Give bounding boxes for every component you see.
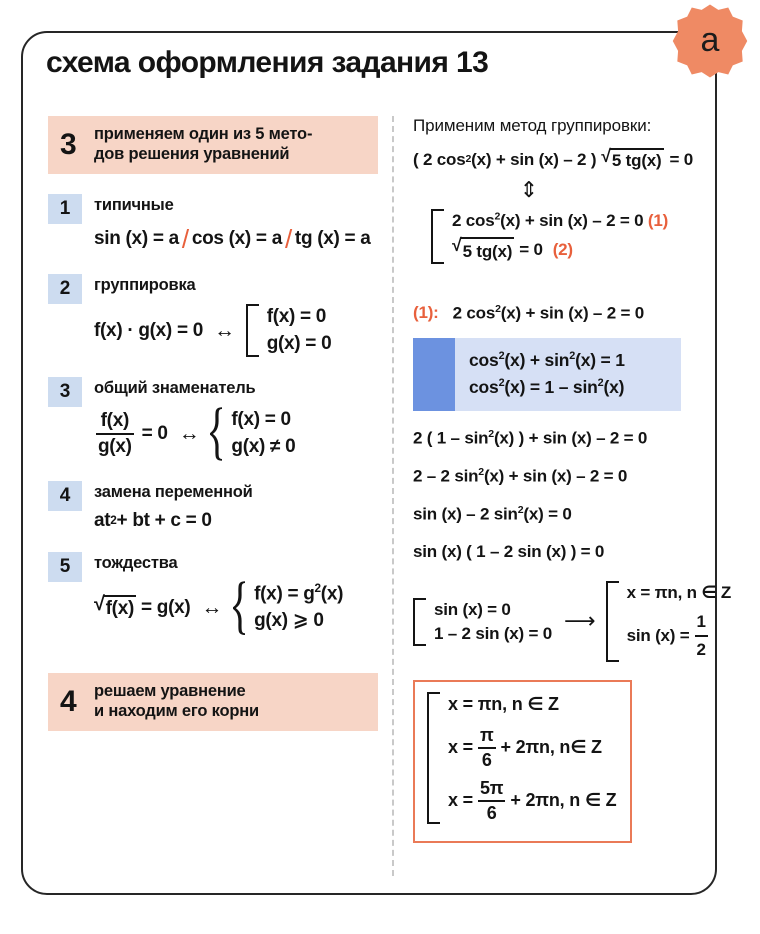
step-post: (x) = 0	[523, 504, 572, 524]
method-body	[94, 194, 378, 254]
square-bracket-icon	[413, 598, 426, 646]
square-bracket-icon	[427, 692, 440, 824]
identity-sup: 2	[498, 349, 505, 362]
system-bracket-square	[431, 209, 668, 263]
radical-body: 5 tg(x)	[610, 148, 664, 171]
derivation-step	[413, 504, 705, 525]
row-post: (x)	[320, 583, 344, 605]
answer-post: + 2πn, n ∈ Z	[510, 790, 617, 811]
answer-pre: x =	[448, 790, 473, 811]
fraction	[96, 410, 134, 458]
system-brace	[210, 407, 295, 461]
step-pre: sin (x) ( 1 – 2 sin (x) ) = 0	[413, 542, 605, 562]
system-row: g(x) ⩾ 0	[254, 610, 324, 632]
formula-exponent: 2	[110, 514, 117, 528]
system-rows	[452, 209, 668, 263]
identity-c: (x) = 1	[575, 349, 625, 370]
highlight-accent-bar	[413, 338, 455, 411]
method-body	[94, 552, 378, 635]
identity-row-1	[469, 347, 625, 374]
system-row: 1 – 2 sin (x) = 0	[434, 623, 553, 643]
system-bracket-square	[606, 581, 732, 661]
system-bracket-square	[413, 598, 552, 646]
identity-a: cos	[469, 376, 499, 397]
curly-brace-icon	[233, 581, 246, 635]
method-item-2	[48, 274, 378, 357]
iff-symbol-icon: ↔	[178, 421, 200, 445]
method-body	[94, 274, 378, 357]
iff-symbol-icon: ↔	[213, 318, 235, 342]
identity-sup: 2	[569, 349, 576, 362]
system-rows	[434, 598, 552, 646]
row-pre: f(x) = g	[254, 583, 315, 605]
method-item-3	[48, 377, 378, 460]
method-title: замена переменной	[94, 482, 253, 501]
system-rows	[254, 581, 343, 635]
method-title: общий знаменатель	[94, 379, 256, 398]
square-bracket-icon	[606, 581, 619, 661]
identity-c: (x)	[603, 376, 625, 397]
method-number-badge: 5	[48, 552, 82, 582]
corner-badge	[672, 3, 748, 79]
identity-rows	[455, 338, 625, 411]
formula-lhs: f(x) · g(x) = 0	[94, 319, 203, 341]
step-line-1: применяем один из 5 мето-	[94, 125, 313, 143]
column-divider	[392, 116, 394, 876]
method-number-badge: 2	[48, 274, 82, 304]
derivation-step	[413, 428, 705, 449]
method-body	[94, 481, 378, 532]
step-line-1: решаем уравнение	[94, 682, 246, 701]
answer-row-3	[448, 778, 616, 824]
equation-tag: (1)	[647, 211, 669, 231]
system-row	[452, 209, 668, 236]
branch-equation	[413, 303, 705, 324]
final-system	[413, 581, 732, 661]
branch-exponent: 2	[495, 302, 501, 315]
system-rows	[231, 407, 295, 461]
formula-rhs: = g(x)	[141, 596, 191, 618]
row-exponent: 2	[314, 581, 321, 595]
derivation-step	[413, 466, 705, 487]
method-number-badge: 4	[48, 481, 82, 511]
formula-post: + bt + c = 0	[116, 509, 212, 531]
method-body	[94, 377, 378, 460]
fraction-denominator: g(x)	[96, 433, 134, 458]
method-title: группировка	[94, 276, 196, 295]
fraction-denominator: 2	[695, 635, 708, 662]
curly-brace-icon	[210, 407, 223, 461]
system-row	[254, 581, 343, 608]
method-formula	[94, 407, 378, 461]
equation-mid: (x) + sin (x) – 2 )	[471, 149, 597, 169]
iff-symbol-icon: ↔	[201, 595, 223, 619]
main-equation	[413, 148, 705, 171]
equivalence-symbol-icon: ⇕	[519, 177, 539, 203]
answer-pre: x =	[448, 737, 473, 758]
branch-label: (1):	[413, 303, 439, 323]
equation-open: ( 2 cos	[413, 149, 466, 169]
radical-sign-icon: √	[601, 146, 611, 166]
row-pre: sin (x) =	[626, 625, 690, 645]
right-column	[413, 116, 732, 843]
identity-b: (x) = 1 – sin	[504, 376, 598, 397]
radical-sign-icon: √	[94, 593, 105, 616]
system-row	[452, 234, 668, 264]
method-number-badge: 3	[48, 377, 82, 407]
method-item-4	[48, 481, 378, 532]
system-row: f(x) = 0	[266, 305, 327, 327]
method-title: тождества	[94, 553, 178, 572]
row-post: (x) + sin (x) – 2 = 0	[500, 211, 644, 231]
step-banner-3	[48, 116, 378, 174]
radical-sign-icon: √	[452, 234, 462, 255]
solution-heading: Применим метод группировки:	[413, 116, 652, 135]
step-exponent: 2	[478, 465, 484, 478]
method-formula	[94, 581, 378, 635]
system-brace	[233, 581, 343, 635]
answer-row-2	[448, 725, 616, 771]
step-line-2: дов решения уравнений	[94, 144, 290, 163]
fraction-denominator: 6	[478, 800, 505, 824]
identity-a: cos	[469, 349, 499, 370]
system-rows	[627, 581, 732, 661]
system-row: f(x) = 0	[231, 408, 291, 430]
method-number-badge: 1	[48, 194, 82, 224]
row-pre: 2 cos	[452, 211, 495, 231]
badge-letter: a	[700, 20, 720, 59]
step-number: 3	[60, 127, 77, 161]
square-bracket-icon	[246, 304, 259, 358]
fraction	[478, 725, 496, 771]
formula-pre: at	[94, 509, 111, 531]
branch-post: (x) + sin (x) – 2 = 0	[500, 303, 644, 323]
method-formula	[94, 223, 378, 254]
method-title: типичные	[94, 196, 174, 215]
formula-cos: cos (x) = a	[191, 227, 282, 249]
identity-b: (x) + sin	[504, 349, 570, 370]
answer-post: + 2πn, n∈ Z	[500, 737, 602, 758]
formula-sin: sin (x) = a	[94, 227, 179, 249]
step-text	[94, 125, 312, 164]
equals-zero: = 0	[141, 422, 168, 444]
method-item-1	[48, 194, 378, 254]
fraction-numerator: 1	[696, 611, 706, 631]
identity-sup: 2	[597, 376, 604, 389]
system-row: sin (x) = 0	[434, 599, 511, 619]
answer-box	[413, 680, 632, 843]
step-banner-4	[48, 673, 378, 731]
step-post: (x) ) + sin (x) – 2 = 0	[493, 428, 648, 448]
slash-separator-icon: /	[284, 224, 292, 255]
fraction-denominator: 6	[478, 747, 496, 771]
row-post: = 0	[519, 240, 543, 260]
fraction	[695, 610, 708, 662]
system-rows	[267, 304, 332, 358]
page-title: схема оформления задания 13	[46, 46, 489, 79]
system-row	[627, 610, 732, 662]
radical	[94, 595, 136, 620]
radical-body: f(x)	[104, 595, 136, 620]
equation-tag: (2)	[552, 240, 573, 260]
radical	[452, 234, 514, 264]
left-column	[48, 116, 378, 731]
step-pre: sin (x) – 2 sin	[413, 504, 518, 524]
answer-row-1	[448, 692, 616, 718]
identity-highlight-box	[413, 338, 681, 411]
system-row: g(x) = 0	[266, 332, 332, 354]
step-text	[94, 682, 259, 721]
arrow-right-icon: ⟶	[564, 608, 594, 634]
answer-rows	[448, 692, 616, 824]
radical	[601, 148, 663, 171]
equation-tail: = 0	[669, 149, 694, 169]
step-post: (x) + sin (x) – 2 = 0	[483, 466, 628, 486]
answer-text: x = πn, n ∈ Z	[448, 694, 559, 715]
fraction-numerator: 5π	[479, 777, 504, 798]
grouped-system	[413, 209, 705, 268]
system-row: x = πn, n ∈ Z	[626, 583, 732, 603]
row-exponent: 2	[494, 210, 501, 223]
formula-tg: tg (x) = a	[294, 227, 371, 249]
answer-bracket	[427, 692, 616, 824]
system-row: g(x) ≠ 0	[231, 435, 296, 457]
branch-pre: 2 cos	[452, 303, 496, 323]
derivation-step	[413, 542, 705, 562]
slash-separator-icon: /	[181, 224, 189, 255]
identity-sup: 2	[498, 376, 505, 389]
step-number: 4	[60, 684, 77, 718]
step-exponent: 2	[517, 504, 524, 517]
radical-body: 5 tg(x)	[461, 237, 515, 264]
step-pre: 2 – 2 sin	[413, 466, 479, 486]
system-bracket-square	[246, 304, 332, 358]
identity-row-2	[469, 374, 625, 401]
fraction-numerator: f(x)	[100, 409, 129, 431]
method-formula	[94, 510, 378, 532]
step-pre: 2 ( 1 – sin	[413, 428, 489, 448]
fraction-numerator: π	[479, 724, 494, 745]
square-bracket-icon	[431, 209, 444, 263]
fraction	[478, 778, 505, 824]
equation-exponent: 2	[465, 153, 472, 166]
method-item-5	[48, 552, 378, 635]
step-line-2: и находим его корни	[94, 701, 259, 720]
method-formula	[94, 304, 378, 358]
step-exponent: 2	[488, 427, 494, 440]
